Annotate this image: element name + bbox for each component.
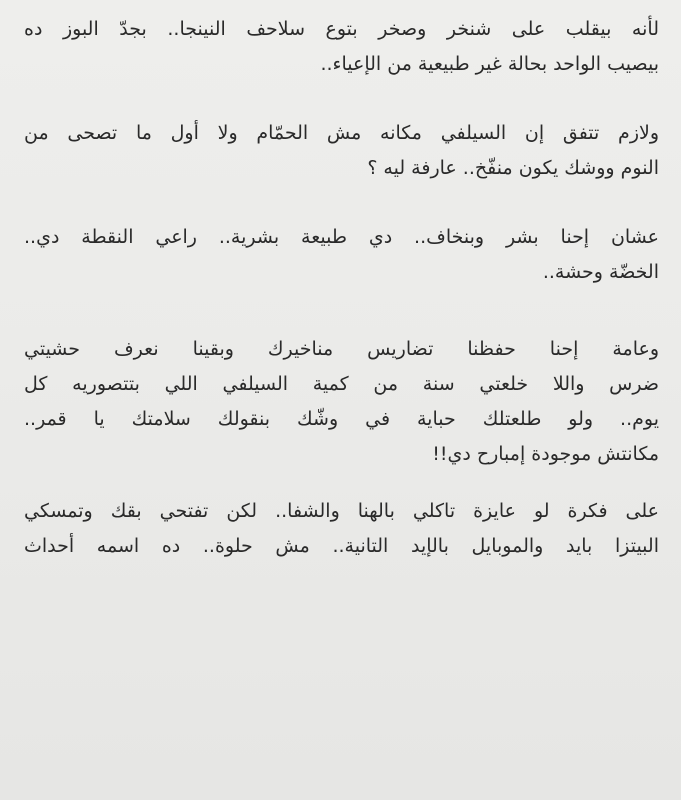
text-line: الخضّة وحشة..: [542, 261, 659, 283]
paragraph-5: [24, 494, 659, 564]
text-line: عشان إحنا بشر وبنخاف.. دي طبيعة بشرية.. راعي النقطة دي..: [24, 226, 659, 248]
text-line: على فكرة لو عايزة تاكلي بالهنا والشفا.. لكن تفتحي بقك وتمسكي: [24, 500, 659, 522]
paragraph-4: [24, 332, 659, 472]
text-line: ضرس واللا خلعتي سنة من كمية السيلفي اللي بتتصوريه كل: [24, 373, 659, 395]
text-line: ولازم تتفق إن السيلفي مكانه مش الحمّام ولا أول ما تصحى من: [24, 122, 659, 144]
paragraph-3: [24, 220, 659, 290]
text-line: وعامة إحنا حفظنا تضاريس مناخيرك وبقينا نعرف حشيتي: [24, 338, 659, 360]
text-line: النوم ووشك يكون منفّخ.. عارفة ليه ؟: [367, 157, 659, 179]
paragraph-1: [24, 12, 659, 82]
text-line: يوم.. ولو طلعتلك حباية في وشّك بنقولك سلامتك يا قمر..: [24, 408, 659, 430]
text-line: لأنه بيقلب على شنخر وصخر بتوع سلاحف النينجا.. بجدّ البوز ده: [24, 18, 659, 40]
paragraph-2: [24, 116, 659, 186]
text-line: البيتزا بايد والموبايل بالإيد التانية.. مش حلوة.. ده اسمه أحداث: [24, 535, 659, 557]
text-line: مكانتش موجودة إمبارح دي!!: [432, 443, 659, 465]
text-line: بيصيب الواحد بحالة غير طبيعية من الإعياء..: [320, 53, 659, 75]
